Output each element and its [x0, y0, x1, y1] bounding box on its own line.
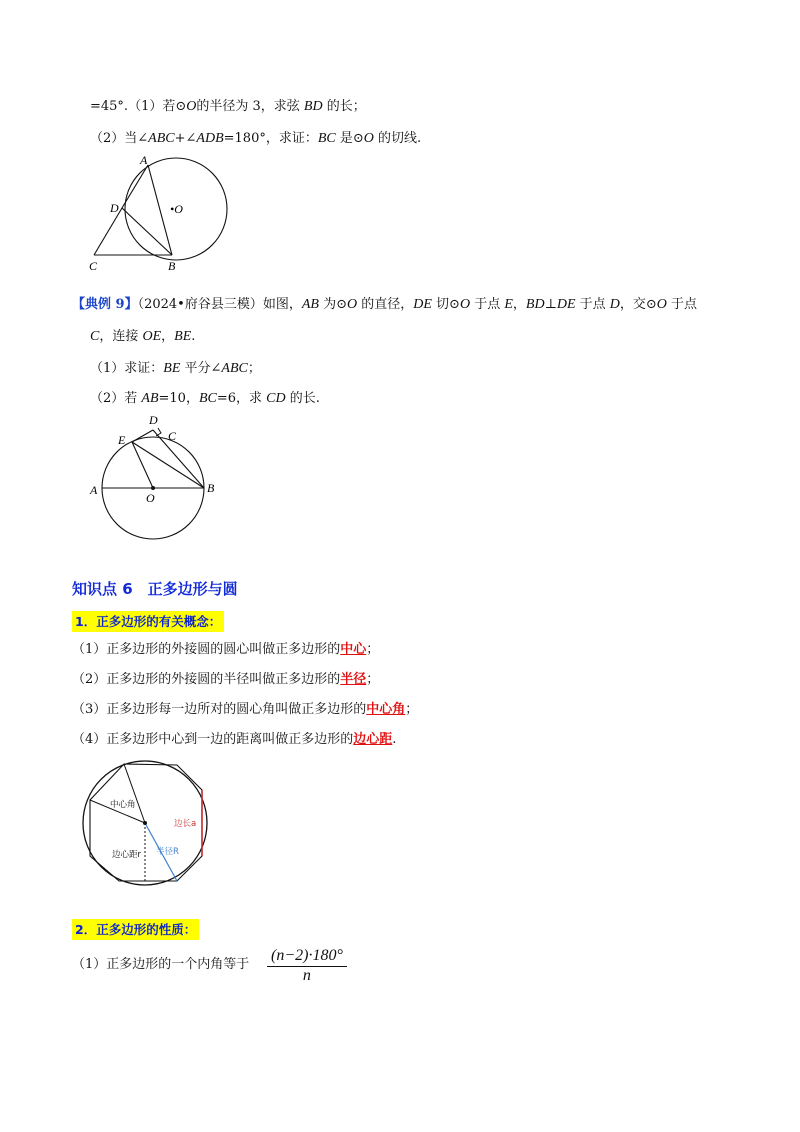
ex9-label: 【典例 9】 — [72, 297, 138, 312]
subheading-properties: 2．正多边形的性质： — [72, 919, 199, 940]
formula-numerator: (n−2)·180° — [267, 947, 347, 967]
label-radius: 半径R — [156, 847, 179, 857]
label-apothem: 边心距r — [112, 850, 141, 860]
interior-angle-formula — [267, 947, 347, 985]
ex9-label-B: B — [207, 481, 215, 495]
q8-label-A: A — [140, 153, 148, 167]
subheading-concepts: 1．正多边形的有关概念： — [72, 611, 224, 632]
concept-item-2: （2）正多边形的外接圆的半径叫做正多边形的半径； — [72, 672, 380, 687]
key-term: 边心距 — [353, 732, 393, 747]
ex9-q2: （2）若 AB=10，BC=6，求 CD 的长. — [90, 391, 320, 406]
concept-item-1: （1）正多边形的外接圆的圆心叫做正多边形的中心； — [72, 642, 380, 657]
q8-figure — [80, 148, 240, 276]
ex9-label-D: D — [149, 413, 158, 427]
ex9-figure — [86, 410, 226, 546]
q8-line2: （2）当∠ABC+∠ADB=180°，求证：BC 是⊙O 的切线. — [90, 131, 422, 146]
property-1: （1）正多边形的一个内角等于 — [72, 957, 250, 972]
q8-label-D: D — [110, 201, 119, 215]
ex9-line1: 【典例 9】（2024•府谷县三模）如图，AB 为⊙O 的直径，DE 切⊙O 于点 E，BD⊥DE 于点 D，交⊙O 于点 — [72, 297, 698, 312]
key-term: 半径 — [340, 672, 367, 687]
ex9-label-A: A — [90, 483, 98, 497]
ex9-label-O: O — [146, 491, 155, 505]
key-term: 中心 — [340, 642, 367, 657]
q8-line1: =45°.（1）若⊙O的半径为 3，求弦 BD 的长； — [90, 99, 366, 114]
section-title: 知识点 6 正多边形与圆 — [72, 580, 238, 598]
q8-label-O: •O — [170, 202, 183, 216]
concept-item-4: （4）正多边形中心到一边的距离叫做正多边形的边心距. — [72, 732, 397, 747]
ex9-label-E: E — [118, 433, 126, 447]
key-term: 中心角 — [366, 702, 406, 717]
label-center-angle: 中心角 — [110, 800, 136, 810]
formula-denominator: n — [302, 967, 311, 984]
ex9-label-C: C — [168, 429, 177, 443]
regular-polygon-figure — [78, 756, 213, 891]
ex9-q1: （1）求证：BE 平分∠ABC； — [90, 361, 261, 376]
q8-label-C: C — [89, 259, 98, 273]
label-side: 边长a — [174, 819, 197, 829]
concept-item-3: （3）正多边形每一边所对的圆心角叫做正多边形的中心角； — [72, 702, 419, 717]
ex9-line2: C，连接 OE，BE. — [90, 329, 196, 344]
q8-label-B: B — [168, 259, 176, 273]
